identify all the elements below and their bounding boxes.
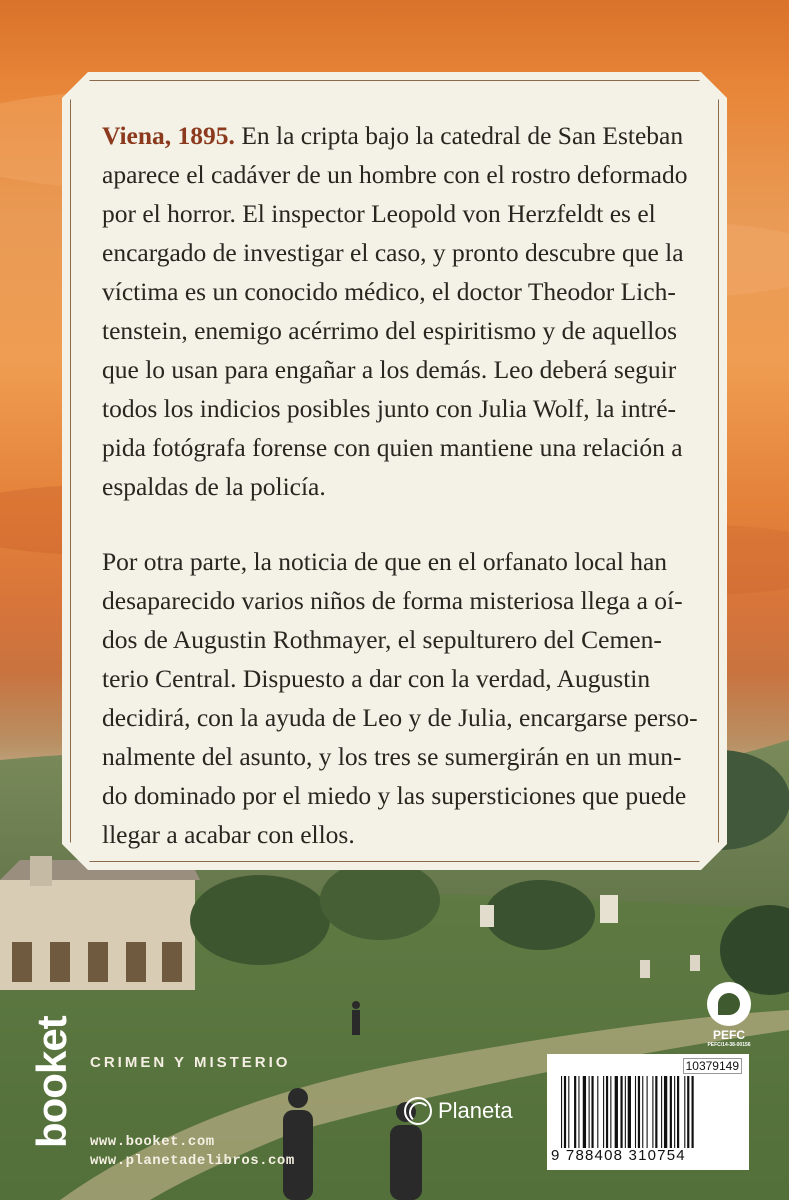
synopsis-paragraph-1 [102, 116, 702, 506]
synopsis-line [102, 116, 702, 155]
synopsis-line: terio Central. Dispuesto a dar con la verdad, Augustin [102, 664, 651, 693]
planeta-wordmark: Planeta [438, 1098, 513, 1123]
barcode-bar [647, 1076, 648, 1148]
synopsis-line: espaldas de la policía. [102, 472, 326, 501]
product-code: 10379149 [683, 1058, 742, 1074]
barcode-bar [564, 1076, 566, 1148]
synopsis-line: pida fotógrafa forense con quien mantiene una relación a [102, 433, 683, 462]
barcode-bar [620, 1076, 622, 1148]
barcode-bar [610, 1076, 611, 1148]
barcode-bar [670, 1076, 672, 1148]
barcode-bar [674, 1076, 675, 1148]
synopsis-line: tenstein, enemigo acérrimo del espiritismo y de aquellos [102, 316, 678, 345]
planeta-logo [404, 1097, 513, 1125]
barcode-bar [578, 1076, 579, 1148]
pefc-tree-icon [707, 982, 751, 1026]
barcode-bar [635, 1076, 636, 1148]
barcode-bar [652, 1076, 653, 1148]
booket-logo: booket [28, 1016, 75, 1148]
barcode-bar [568, 1076, 569, 1148]
booket-url[interactable]: www.booket.com [90, 1134, 215, 1150]
isbn-number: 9 788408 310754 [551, 1147, 686, 1164]
synopsis-line: encargado de investigar el caso, y pronto descubre que la [102, 238, 684, 267]
barcode-bar [625, 1076, 626, 1148]
barcode-bar [638, 1076, 640, 1148]
planeta-url[interactable]: www.planetadelibros.com [90, 1153, 295, 1169]
barcode-bar [615, 1076, 618, 1148]
barcode-bar [603, 1076, 604, 1148]
synopsis-line: por el horror. El inspector Leopold von Herzfeldt es el [102, 199, 656, 228]
barcode-bar [655, 1076, 657, 1148]
barcode-bar [597, 1076, 598, 1148]
barcode-bar [628, 1076, 631, 1148]
synopsis-line: Por otra parte, la noticia de que en el orfanato local han [102, 547, 668, 576]
barcode-bar [642, 1076, 643, 1148]
synopsis-line: do dominado por el miedo y las supersticiones que puede [102, 781, 687, 810]
barcode-bar [677, 1076, 679, 1148]
barcode-bar [574, 1076, 576, 1148]
synopsis-line: víctima es un conocido médico, el doctor Theodor Lich- [102, 277, 676, 306]
planeta-icon [404, 1097, 432, 1125]
synopsis-line: dos de Augustin Rothmayer, el sepulturero del Cemen- [102, 625, 662, 654]
synopsis-line: nalmente del asunto, y los tres se sumergirán en un mun- [102, 742, 682, 771]
synopsis-line: decidirá, con la ayuda de Leo y de Julia, encargarse perso- [102, 703, 698, 732]
barcode-bar [589, 1076, 590, 1148]
synopsis-line: desaparecido varios niños de forma misteriosa llega a oí- [102, 586, 683, 615]
synopsis-lead: Viena, 1895. [102, 121, 235, 150]
barcode-bar [591, 1076, 593, 1148]
pefc-label: PEFC [712, 1028, 745, 1042]
synopsis-line: aparece el cadáver de un hombre con el rostro deformado [102, 160, 688, 189]
barcode-bar [661, 1076, 662, 1148]
synopsis-line: que lo usan para engañar a los demás. Leo deberá seguir [102, 355, 677, 384]
barcode-bar [687, 1076, 689, 1148]
synopsis-paragraph-2 [102, 542, 702, 854]
publisher-urls [90, 1133, 295, 1171]
barcode-bar [606, 1076, 608, 1148]
barcode-bar [684, 1076, 685, 1148]
barcode-bar [561, 1076, 562, 1148]
pefc-certification [703, 982, 755, 1048]
barcode-bar [664, 1076, 667, 1148]
synopsis-text [102, 116, 702, 890]
genre-label: CRIMEN Y MISTERIO [90, 1054, 291, 1071]
synopsis-line: llegar a acabar con ellos. [102, 820, 355, 849]
synopsis-line: todos los indicios posibles junto con Julia Wolf, la intré- [102, 394, 677, 423]
synopsis-line-text: En la cripta bajo la catedral de San Esteban [234, 121, 684, 150]
barcode-bar [692, 1076, 694, 1148]
barcode-bar [583, 1076, 586, 1148]
pefc-code: PEFC/14-38-00156 [707, 1042, 751, 1048]
barcode-icon [561, 1076, 739, 1148]
barcode-panel [547, 1054, 749, 1170]
